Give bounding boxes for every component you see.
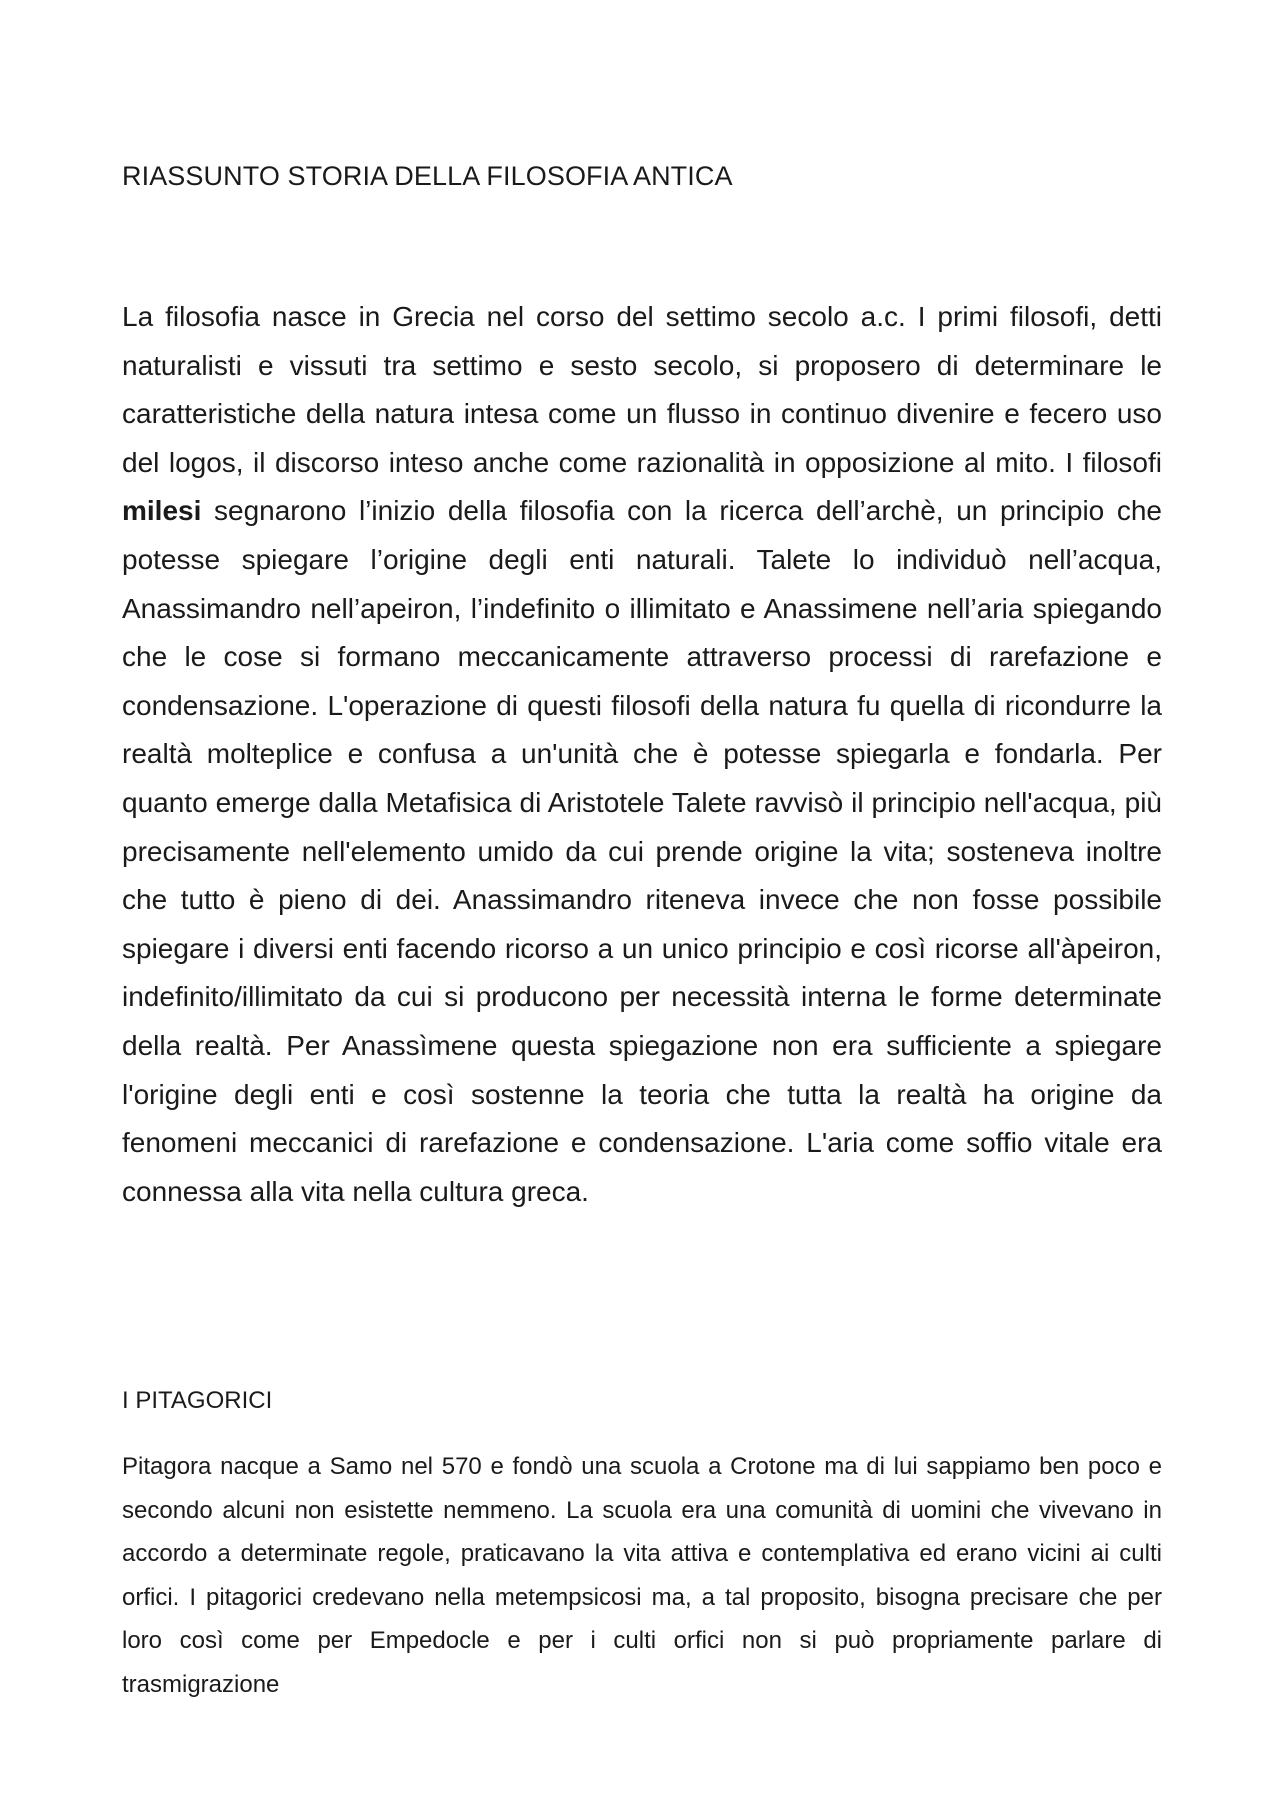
intro-paragraph	[122, 293, 1162, 1216]
bold-term-milesi: milesi	[122, 495, 202, 527]
intro-text-end: segnarono l’inizio della filosofia con la ricerca dell’archè, un principio che potesse spiegare l’origine degli enti naturali. Talete lo individuò nell’acqua, Anassimandro nell’apeiron, l’indefinito o illimitato e Anassimene nell’aria spiegando che le cose si formano meccanicamente attraverso processi di rarefazione e condensazione. L'operazione di questi filosofi della natura fu quella di ricondurre la realtà molteplice e confusa a un'unità che è potesse spiegarla e fondarla. Per quanto emerge dalla Metafisica di Aristotele Talete ravvisò il principio nell'acqua, più precisamente nell'elemento umido da cui prende origine la vita; sosteneva inoltre che tutto è pieno di dei. Anassimandro riteneva invece che non fosse possibile spiegare i diversi enti facendo ricorso a un unico principio e così ricorse all'àpeiron, indefinito/illimitato da cui si producono per necessità interna le forme determinate della realtà. Per Anassìmene questa spiegazione non era sufficiente a spiegare l'origine degli enti e così sostenne la teoria che tutta la realtà ha origine da fenomeni meccanici di rarefazione e condensazione. L'aria come soffio vitale era connessa alla vita nella cultura greca.	[122, 495, 1162, 1207]
section-paragraph: Pitagora nacque a Samo nel 570 e fondò una scuola a Crotone ma di lui sappiamo ben poco e secondo alcuni non esistette nemmeno. La scuola era una comunità di uomini che vivevano in accordo a determinate regole, praticavano la vita attiva e contemplativa ed erano vicini ai culti orfici. I pitagorici credevano nella metempsicosi ma, a tal proposito, bisogna precisare che per loro così come per Empedocle e per i culti orfici non si può propriamente parlare di trasmigrazione	[122, 1453, 1162, 1698]
intro-text-start: La filosofia nasce in Grecia nel corso del settimo secolo a.c. I primi filosofi, detti naturalisti e vissuti tra settimo e sesto secolo, si proposero di determinare le caratteristiche della natura intesa come un flusso in continuo divenire e fecero uso del logos, il discorso inteso anche come razionalità in opposizione al mito. I filosofi	[122, 301, 1162, 478]
document-title: RIASSUNTO STORIA DELLA FILOSOFIA ANTICA	[122, 161, 733, 191]
section-heading-pitagorici: I PITAGORICI	[122, 1387, 273, 1414]
